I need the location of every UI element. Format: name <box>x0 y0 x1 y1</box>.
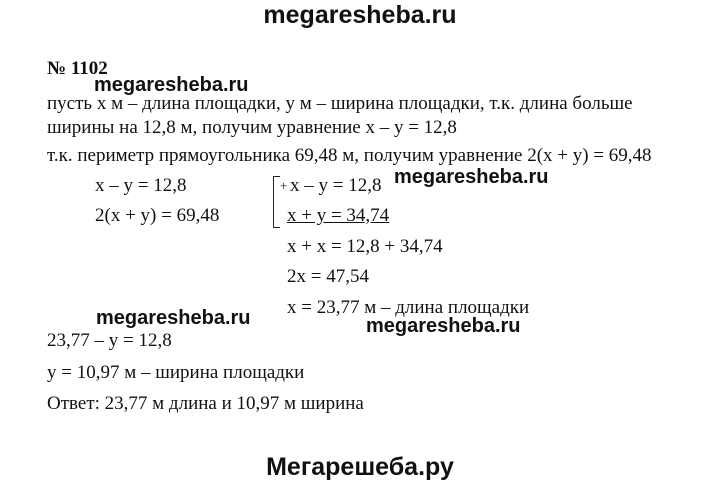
equation: x = 23,77 м – длина площадки <box>287 297 530 318</box>
site-header-logo: megaresheba.ru <box>263 1 457 29</box>
equation: 2(x + y) = 69,48 <box>95 205 220 226</box>
system-brace <box>273 176 280 228</box>
problem-number: № 1102 <box>47 58 108 79</box>
equation: 23,77 – y = 12,8 <box>47 330 172 351</box>
equation: y = 10,97 м – ширина площадки <box>47 362 305 383</box>
watermark: megaresheba.ru <box>94 74 249 96</box>
equation: x + x = 12,8 + 34,74 <box>287 236 443 257</box>
text-line: пусть x м – длина площадки, y м – ширина площадки, т.к. длина больше <box>47 93 633 114</box>
equation: x + y = 34,74 <box>287 205 390 226</box>
site-footer-logo: Мегарешеба.ру <box>266 453 454 481</box>
text-line: т.к. периметр прямоугольника 69,48 м, получим уравнение 2(x + y) = 69,48 <box>47 145 652 166</box>
equation: x – y = 12,8 <box>95 175 187 196</box>
plus-sign: + <box>280 178 288 193</box>
equation: x – y = 12,8 <box>290 175 382 196</box>
answer: Ответ: 23,77 м длина и 10,97 м ширина <box>47 393 364 414</box>
text-line: ширины на 12,8 м, получим уравнение x – y = 12,8 <box>47 117 457 138</box>
watermark: megaresheba.ru <box>366 315 521 337</box>
watermark: megaresheba.ru <box>96 307 251 329</box>
watermark: megaresheba.ru <box>394 166 549 188</box>
equation: 2x = 47,54 <box>287 266 369 287</box>
